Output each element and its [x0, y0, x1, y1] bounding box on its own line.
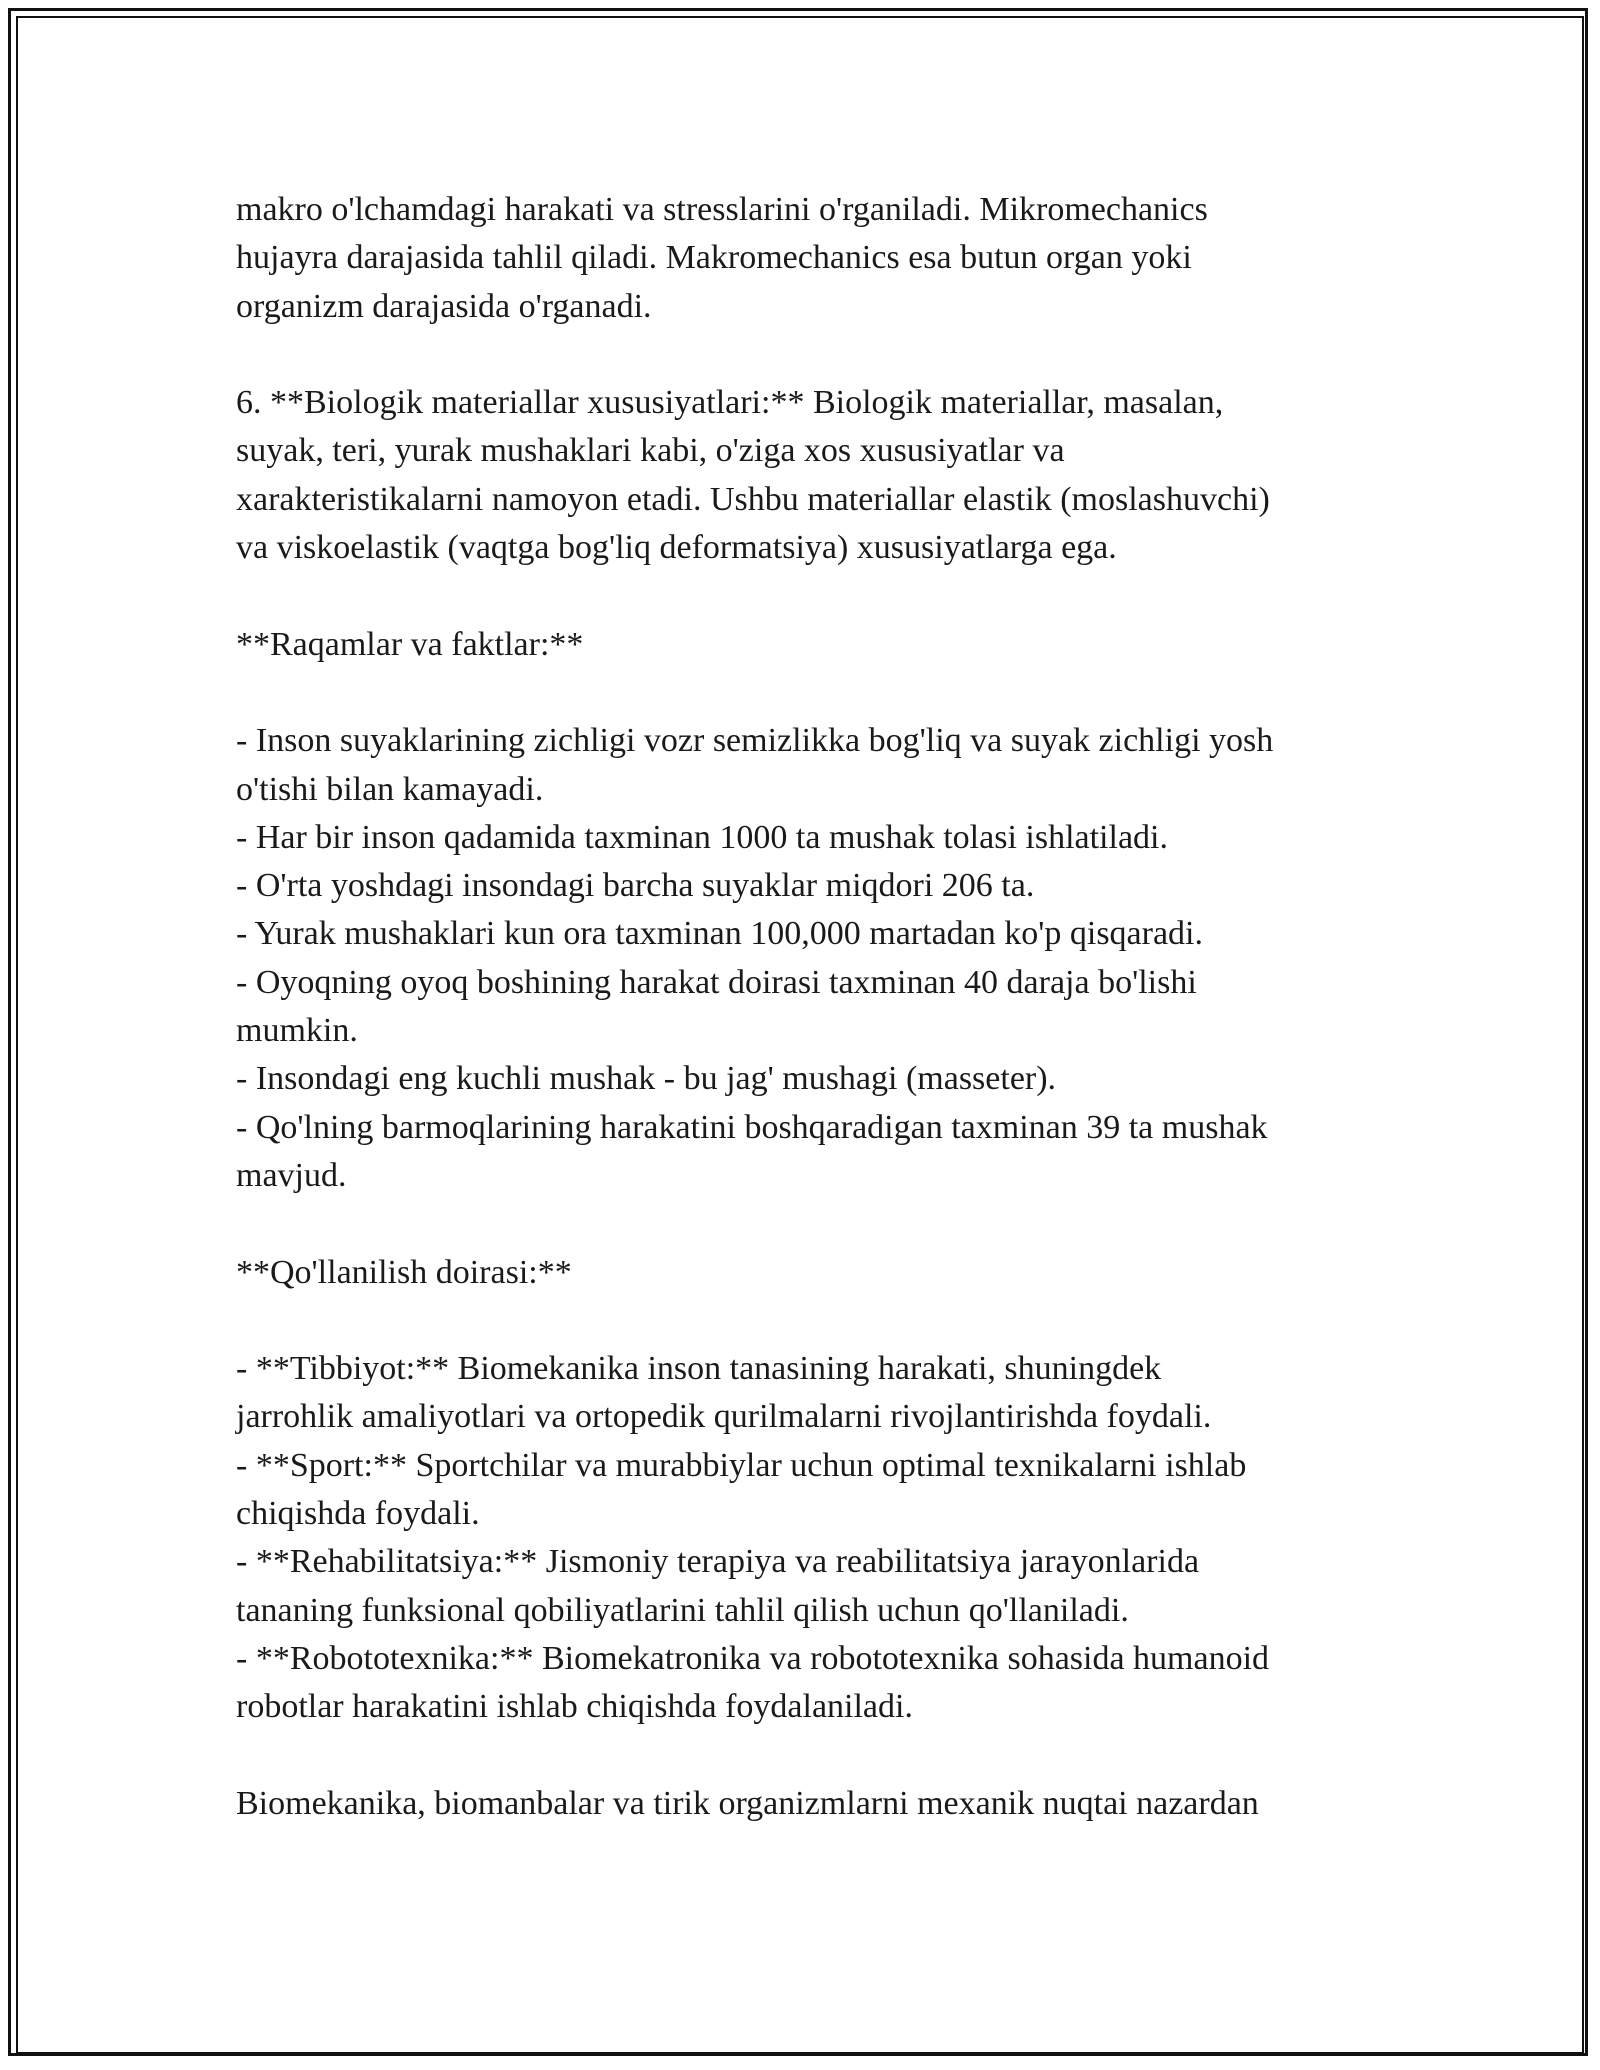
- section-heading: **Raqamlar va faktlar:**: [236, 625, 584, 663]
- list-item-line: chiqishda foydali.: [236, 1495, 480, 1533]
- paragraph-gap: [236, 572, 1376, 620]
- text-line: makro o'lchamdagi harakati va stresslarini o'rganiladi. Mikromechanics: [236, 191, 1208, 228]
- section-heading: **Qo'llanilish doirasi:**: [236, 1253, 572, 1291]
- text-line: 6. **Biologik materiallar xususiyatlari:** Biologik materiallar, masalan,: [236, 384, 1224, 422]
- paragraph-gap: [236, 1732, 1376, 1780]
- paragraph-gap: [236, 1200, 1376, 1248]
- list-item-line: o'tishi bilan kamayadi.: [236, 770, 544, 808]
- text-line: hujayra darajasida tahlil qiladi. Makromechanics esa butun organ yoki: [236, 239, 1192, 277]
- text-line: xarakteristikalarni namoyon etadi. Ushbu materiallar elastik (moslashuvchi): [236, 480, 1270, 518]
- list-item-line: - Insondagi eng kuchli mushak - bu jag' mushagi (masseter).: [236, 1060, 1057, 1098]
- list-item-line: jarrohlik amaliyotlari va ortopedik qurilmalarni rivojlantirishda foydali.: [236, 1398, 1212, 1436]
- text-line: suyak, teri, yurak mushaklari kabi, o'ziga xos xususiyatlar va: [236, 432, 1065, 470]
- paragraph-gap: [236, 1297, 1376, 1345]
- text-line: Biomekanika, biomanbalar va tirik organizmlarni mexanik nuqtai nazardan: [236, 1784, 1259, 1822]
- list-item-line: - Oyoqning oyoq boshining harakat doirasi taxminan 40 daraja bo'lishi: [236, 963, 1197, 1001]
- paragraph-gap: [236, 669, 1376, 717]
- list-item-line: - **Tibbiyot:** Biomekanika inson tanasining harakati, shuningdek: [236, 1350, 1162, 1388]
- list-item-line: - O'rta yoshdagi insondagi barcha suyaklar miqdori 206 ta.: [236, 867, 1035, 905]
- list-item-line: - **Rehabilitatsiya:** Jismoniy terapiya va reabilitatsiya jarayonlarida: [236, 1543, 1200, 1581]
- list-item-line: - Yurak mushaklari kun ora taxminan 100,000 martadan ko'p qisqaradi.: [236, 915, 1204, 953]
- list-item-line: mumkin.: [236, 1012, 358, 1050]
- list-item-line: - **Robototexnika:** Biomekatronika va robototexnika sohasida humanoid: [236, 1639, 1270, 1677]
- list-item-line: - Inson suyaklarining zichligi vozr semizlikka bog'liq va suyak zichligi yosh: [236, 722, 1274, 760]
- list-item-line: robotlar harakatini ishlab chiqishda foydalaniladi.: [236, 1688, 913, 1726]
- list-item-line: - **Sport:** Sportchilar va murabbiylar uchun optimal texnikalarni ishlab: [236, 1446, 1247, 1484]
- text-line: organizm darajasida o'rganadi.: [236, 287, 652, 325]
- list-item-line: mavjud.: [236, 1156, 347, 1194]
- text-line: va viskoelastik (vaqtga bog'liq deformatsiya) xususiyatlarga ega.: [236, 529, 1117, 567]
- paragraph-gap: [236, 331, 1376, 379]
- list-item-line: tananing funksional qobiliyatlarini tahlil qilish uchun qo'llaniladi.: [236, 1591, 1129, 1629]
- document-body: [236, 186, 1376, 1828]
- list-item-line: - Har bir inson qadamida taxminan 1000 ta mushak tolasi ishlatiladi.: [236, 818, 1168, 856]
- list-item-line: - Qo'lning barmoqlarining harakatini boshqaradigan taxminan 39 ta mushak: [236, 1108, 1268, 1146]
